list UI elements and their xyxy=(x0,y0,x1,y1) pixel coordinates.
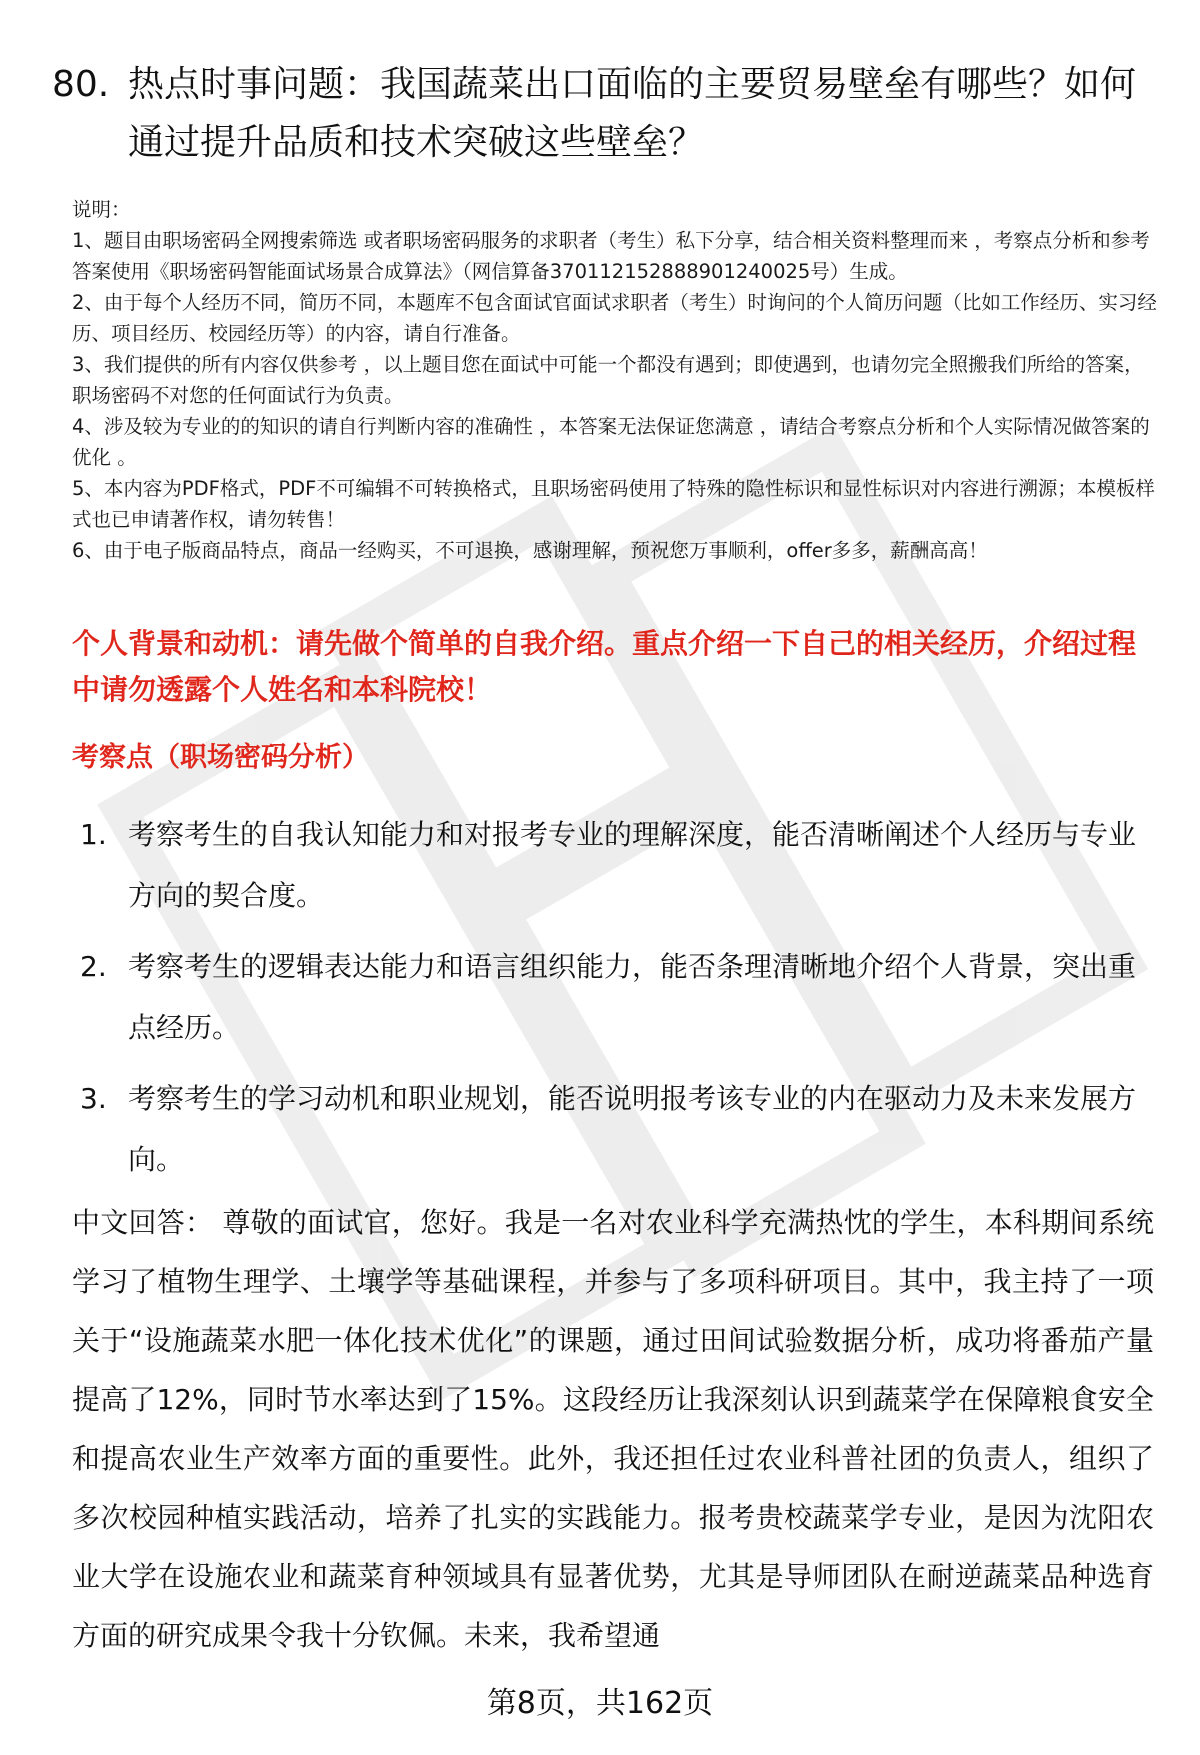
answer-label: 中文回答： xyxy=(72,1206,214,1239)
question-title-text: 热点时事问题：我国蔬菜出口面临的主要贸易壁垒有哪些？如何通过提升品质和技术突破这些壁垒？ xyxy=(128,64,1137,163)
note-item: 5、本内容为PDF格式，PDF不可编辑不可转换格式，且职场密码使用了特殊的隐性标识和显性标识对内容进行溯源；本模板样式也已申请著作权，请勿转售！ xyxy=(72,477,1155,531)
analysis-point xyxy=(80,1068,1155,1190)
point-text: 考察考生的逻辑表达能力和语言组织能力，能否条理清晰地介绍个人背景，突出重点经历。 xyxy=(128,950,1137,1044)
note-item: 1、题目由职场密码全网搜索筛选 或者职场密码服务的求职者（考生）私下分享，结合相关资料整理而来 ，考察点分析和参考答案使用《职场密码智能面试场景合成算法》（网信算备370112152888901240025号）生成。 xyxy=(72,229,1150,283)
note-item: 6、由于电子版商品特点，商品一经购买，不可退换，感谢理解，预祝您万事顺利，offer多多，薪酬高高！ xyxy=(72,539,988,562)
point-index: 1. xyxy=(80,818,107,851)
answer-text: 尊敬的面试官，您好。我是一名对农业科学充满热忱的学生，本科期间系统学习了植物生理学、土壤学等基础课程，并参与了多项科研项目。其中，我主持了一项关于“设施蔬菜水肥一体化技术优化”的课题，通过田间试验数据分析，成功将番茄产量提高了12%，同时节水率达到了15%。这段经历让我深刻认识到蔬菜学在保障粮食安全和提高农业生产效率方面的重要性。此外，我还担任过农业科普社团的负责人，组织了多次校园种植实践活动，培养了扎实的实践能力。报考贵校蔬菜学专业，是因为沈阳农业大学在设施农业和蔬菜育种领域具有显著优势，尤其是导师团队在耐逆蔬菜品种选育方面的研究成果令我十分钦佩。未来，我希望通 xyxy=(72,1206,1154,1652)
note-item: 4、涉及较为专业的的知识的请自行判断内容的准确性 ，本答案无法保证您满意 ，请结合考察点分析和个人实际情况做答案的优化 。 xyxy=(72,415,1150,469)
analysis-point xyxy=(80,936,1155,1058)
page-footer: 第8页，共162页 xyxy=(486,1686,714,1721)
point-text: 考察考生的学习动机和职业规划，能否说明报考该专业的内在驱动力及未来发展方向。 xyxy=(128,1082,1137,1176)
note-item: 3、我们提供的所有内容仅供参考 ，以上题目您在面试中可能一个都没有遇到；即使遇到，也请勿完全照搬我们所给的答案，职场密码不对您的任何面试行为负责。 xyxy=(72,353,1144,407)
interview-question: 个人背景和动机：请先做个简单的自我介绍。重点介绍一下自己的相关经历，介绍过程中请勿透露个人姓名和本科院校！ xyxy=(72,627,1137,706)
note-item: 2、由于每个人经历不同，简历不同，本题库不包含面试官面试求职者（考生）时询问的个人简历问题（比如工作经历、实习经历、项目经历、校园经历等）的内容，请自行准备。 xyxy=(72,291,1157,345)
analysis-point xyxy=(80,804,1155,926)
point-index: 2. xyxy=(80,950,107,983)
answer-block xyxy=(72,1193,1154,1665)
question-number: 80. xyxy=(52,64,110,105)
notes-heading: 说明： xyxy=(72,198,131,221)
question-title xyxy=(52,56,1152,172)
analysis-heading: 考察点（职场密码分析） xyxy=(72,742,369,773)
notes-section xyxy=(72,194,1157,566)
analysis-points xyxy=(80,804,1155,1200)
point-text: 考察考生的自我认知能力和对报考专业的理解深度，能否清晰阐述个人经历与专业方向的契合度。 xyxy=(128,818,1137,912)
point-index: 3. xyxy=(80,1082,107,1115)
